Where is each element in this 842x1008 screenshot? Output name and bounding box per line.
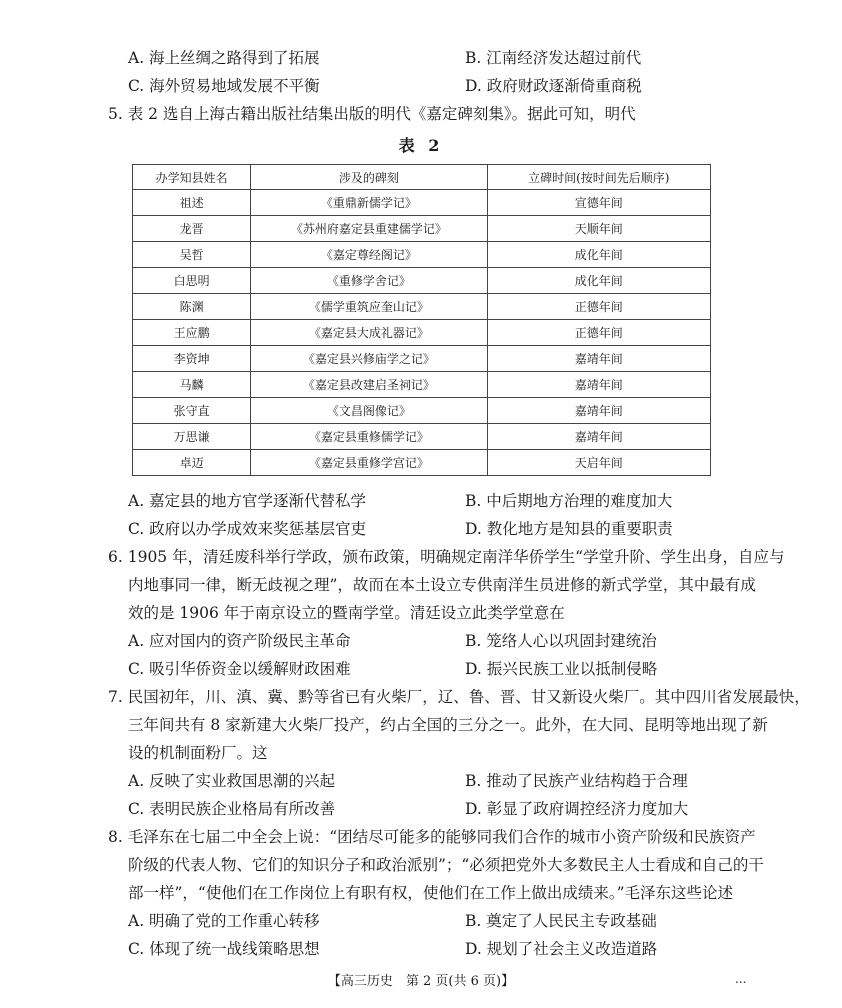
table-row <box>133 398 711 424</box>
q8-option-b: B. 奠定了人民民主专政基础 <box>465 912 657 930</box>
q8-line-1: 8. 毛泽东在七届二中全会上说：“团结尽可能多的能够同我们合作的城市小资产阶级和民族资产 <box>108 828 756 846</box>
q4-option-b: B. 江南经济发达超过前代 <box>465 49 642 67</box>
cell-time: 嘉靖年间 <box>487 424 710 450</box>
cell-stele: 《嘉定县重修学宫记》 <box>251 450 487 476</box>
table-row <box>133 320 711 346</box>
cell-time: 嘉靖年间 <box>487 346 710 372</box>
cell-stele: 《重修学舍记》 <box>251 268 487 294</box>
q7-line-3: 设的机制面粉厂。这 <box>128 744 268 762</box>
q7-line-2: 三年间共有 8 家新建大火柴厂投产，约占全国的三分之一。此外，在大同、昆明等地出现了新 <box>128 716 768 734</box>
q5-option-d: D. 教化地方是知县的重要职责 <box>465 520 673 538</box>
q6-line-3: 效的是 1906 年于南京设立的暨南学堂。清廷设立此类学堂意在 <box>128 604 565 622</box>
q8-line-2: 阶级的代表人物、它们的知识分子和政治派别”；“必须把党外大多数民主人士看成和自己的干 <box>128 856 764 874</box>
cell-stele: 《苏州府嘉定县重建儒学记》 <box>251 216 487 242</box>
header-magistrate: 办学知县姓名 <box>133 165 251 190</box>
q4-option-a: A. 海上丝绸之路得到了拓展 <box>128 49 320 67</box>
cell-magistrate: 陈渊 <box>133 294 251 320</box>
cell-stele: 《重鼎新儒学记》 <box>251 190 487 216</box>
cell-time: 正德年间 <box>487 294 710 320</box>
cell-magistrate: 白思明 <box>133 268 251 294</box>
q7-option-c: C. 表明民族企业格局有所改善 <box>128 800 336 818</box>
cell-stele: 《嘉定县重修儒学记》 <box>251 424 487 450</box>
q8-option-c: C. 体现了统一战线策略思想 <box>128 940 320 958</box>
table-title: 表 2 <box>398 136 444 155</box>
cell-magistrate: 王应鹏 <box>133 320 251 346</box>
q6-option-a: A. 应对国内的资产阶级民主革命 <box>128 632 351 650</box>
cell-magistrate: 祖述 <box>133 190 251 216</box>
q5-stem: 5. 表 2 选自上海古籍出版社结集出版的明代《嘉定碑刻集》。据此可知，明代 <box>108 105 636 123</box>
table-row <box>133 294 711 320</box>
cell-time: 成化年间 <box>487 242 710 268</box>
q4-option-c: C. 海外贸易地域发展不平衡 <box>128 77 320 95</box>
q7-option-b: B. 推动了民族产业结构趋于合理 <box>465 772 688 790</box>
cell-stele: 《儒学重筑应奎山记》 <box>251 294 487 320</box>
stele-table <box>132 164 711 476</box>
corner-mark: ... <box>735 972 747 986</box>
table-row <box>133 450 711 476</box>
table-row <box>133 424 711 450</box>
cell-stele: 《嘉定尊经阁记》 <box>251 242 487 268</box>
cell-stele: 《嘉定县改建启圣祠记》 <box>251 372 487 398</box>
table-row <box>133 190 711 216</box>
table-row <box>133 372 711 398</box>
cell-time: 正德年间 <box>487 320 710 346</box>
cell-magistrate: 卓迈 <box>133 450 251 476</box>
q6-option-d: D. 振兴民族工业以抵制侵略 <box>465 660 658 678</box>
cell-stele: 《嘉定县大成礼器记》 <box>251 320 487 346</box>
q5-option-a: A. 嘉定县的地方官学逐渐代替私学 <box>128 492 367 510</box>
cell-magistrate: 李资坤 <box>133 346 251 372</box>
q8-option-a: A. 明确了党的工作重心转移 <box>128 912 320 930</box>
q6-line-1: 6. 1905 年，清廷废科举行学政，颁布政策，明确规定南洋华侨学生“学堂升阶、学生出身，自应与 <box>108 548 785 566</box>
header-stele: 涉及的碑刻 <box>251 165 487 190</box>
cell-magistrate: 张守直 <box>133 398 251 424</box>
page-footer: 【高三历史 第 2 页(共 6 页)】 <box>327 974 515 989</box>
cell-time: 天顺年间 <box>487 216 710 242</box>
cell-time: 嘉靖年间 <box>487 398 710 424</box>
table-row <box>133 216 711 242</box>
cell-stele: 《嘉定县兴修庙学之记》 <box>251 346 487 372</box>
cell-magistrate: 龙晋 <box>133 216 251 242</box>
q5-option-c: C. 政府以办学成效来奖惩基层官吏 <box>128 520 367 538</box>
q7-option-d: D. 彰显了政府调控经济力度加大 <box>465 800 689 818</box>
table-row <box>133 268 711 294</box>
table-header-row <box>133 165 711 190</box>
q7-option-a: A. 反映了实业救国思潮的兴起 <box>128 772 336 790</box>
q6-line-2: 内地事同一律，断无歧视之理”，故而在本土设立专供南洋生员进修的新式学堂，其中最有成 <box>128 576 756 594</box>
q6-option-b: B. 笼络人心以巩固封建统治 <box>465 632 657 650</box>
cell-time: 宣德年间 <box>487 190 710 216</box>
header-time: 立碑时间(按时间先后顺序) <box>487 165 710 190</box>
q8-option-d: D. 规划了社会主义改造道路 <box>465 940 658 958</box>
cell-magistrate: 马麟 <box>133 372 251 398</box>
table-row <box>133 242 711 268</box>
table-row <box>133 346 711 372</box>
q4-option-d: D. 政府财政逐渐倚重商税 <box>465 77 642 95</box>
cell-time: 成化年间 <box>487 268 710 294</box>
cell-magistrate: 万思谦 <box>133 424 251 450</box>
cell-magistrate: 吴哲 <box>133 242 251 268</box>
q8-line-3: 部一样”，“使他们在工作岗位上有职有权，使他们在工作上做出成绩来。”毛泽东这些论述 <box>128 884 734 902</box>
cell-stele: 《文昌阁像记》 <box>251 398 487 424</box>
cell-time: 嘉靖年间 <box>487 372 710 398</box>
q5-option-b: B. 中后期地方治理的难度加大 <box>465 492 673 510</box>
q6-option-c: C. 吸引华侨资金以缓解财政困难 <box>128 660 351 678</box>
q7-line-1: 7. 民国初年，川、滇、冀、黔等省已有火柴厂，辽、鲁、晋、甘又新设火柴厂。其中四川省发展最快， <box>108 688 810 706</box>
cell-time: 天启年间 <box>487 450 710 476</box>
